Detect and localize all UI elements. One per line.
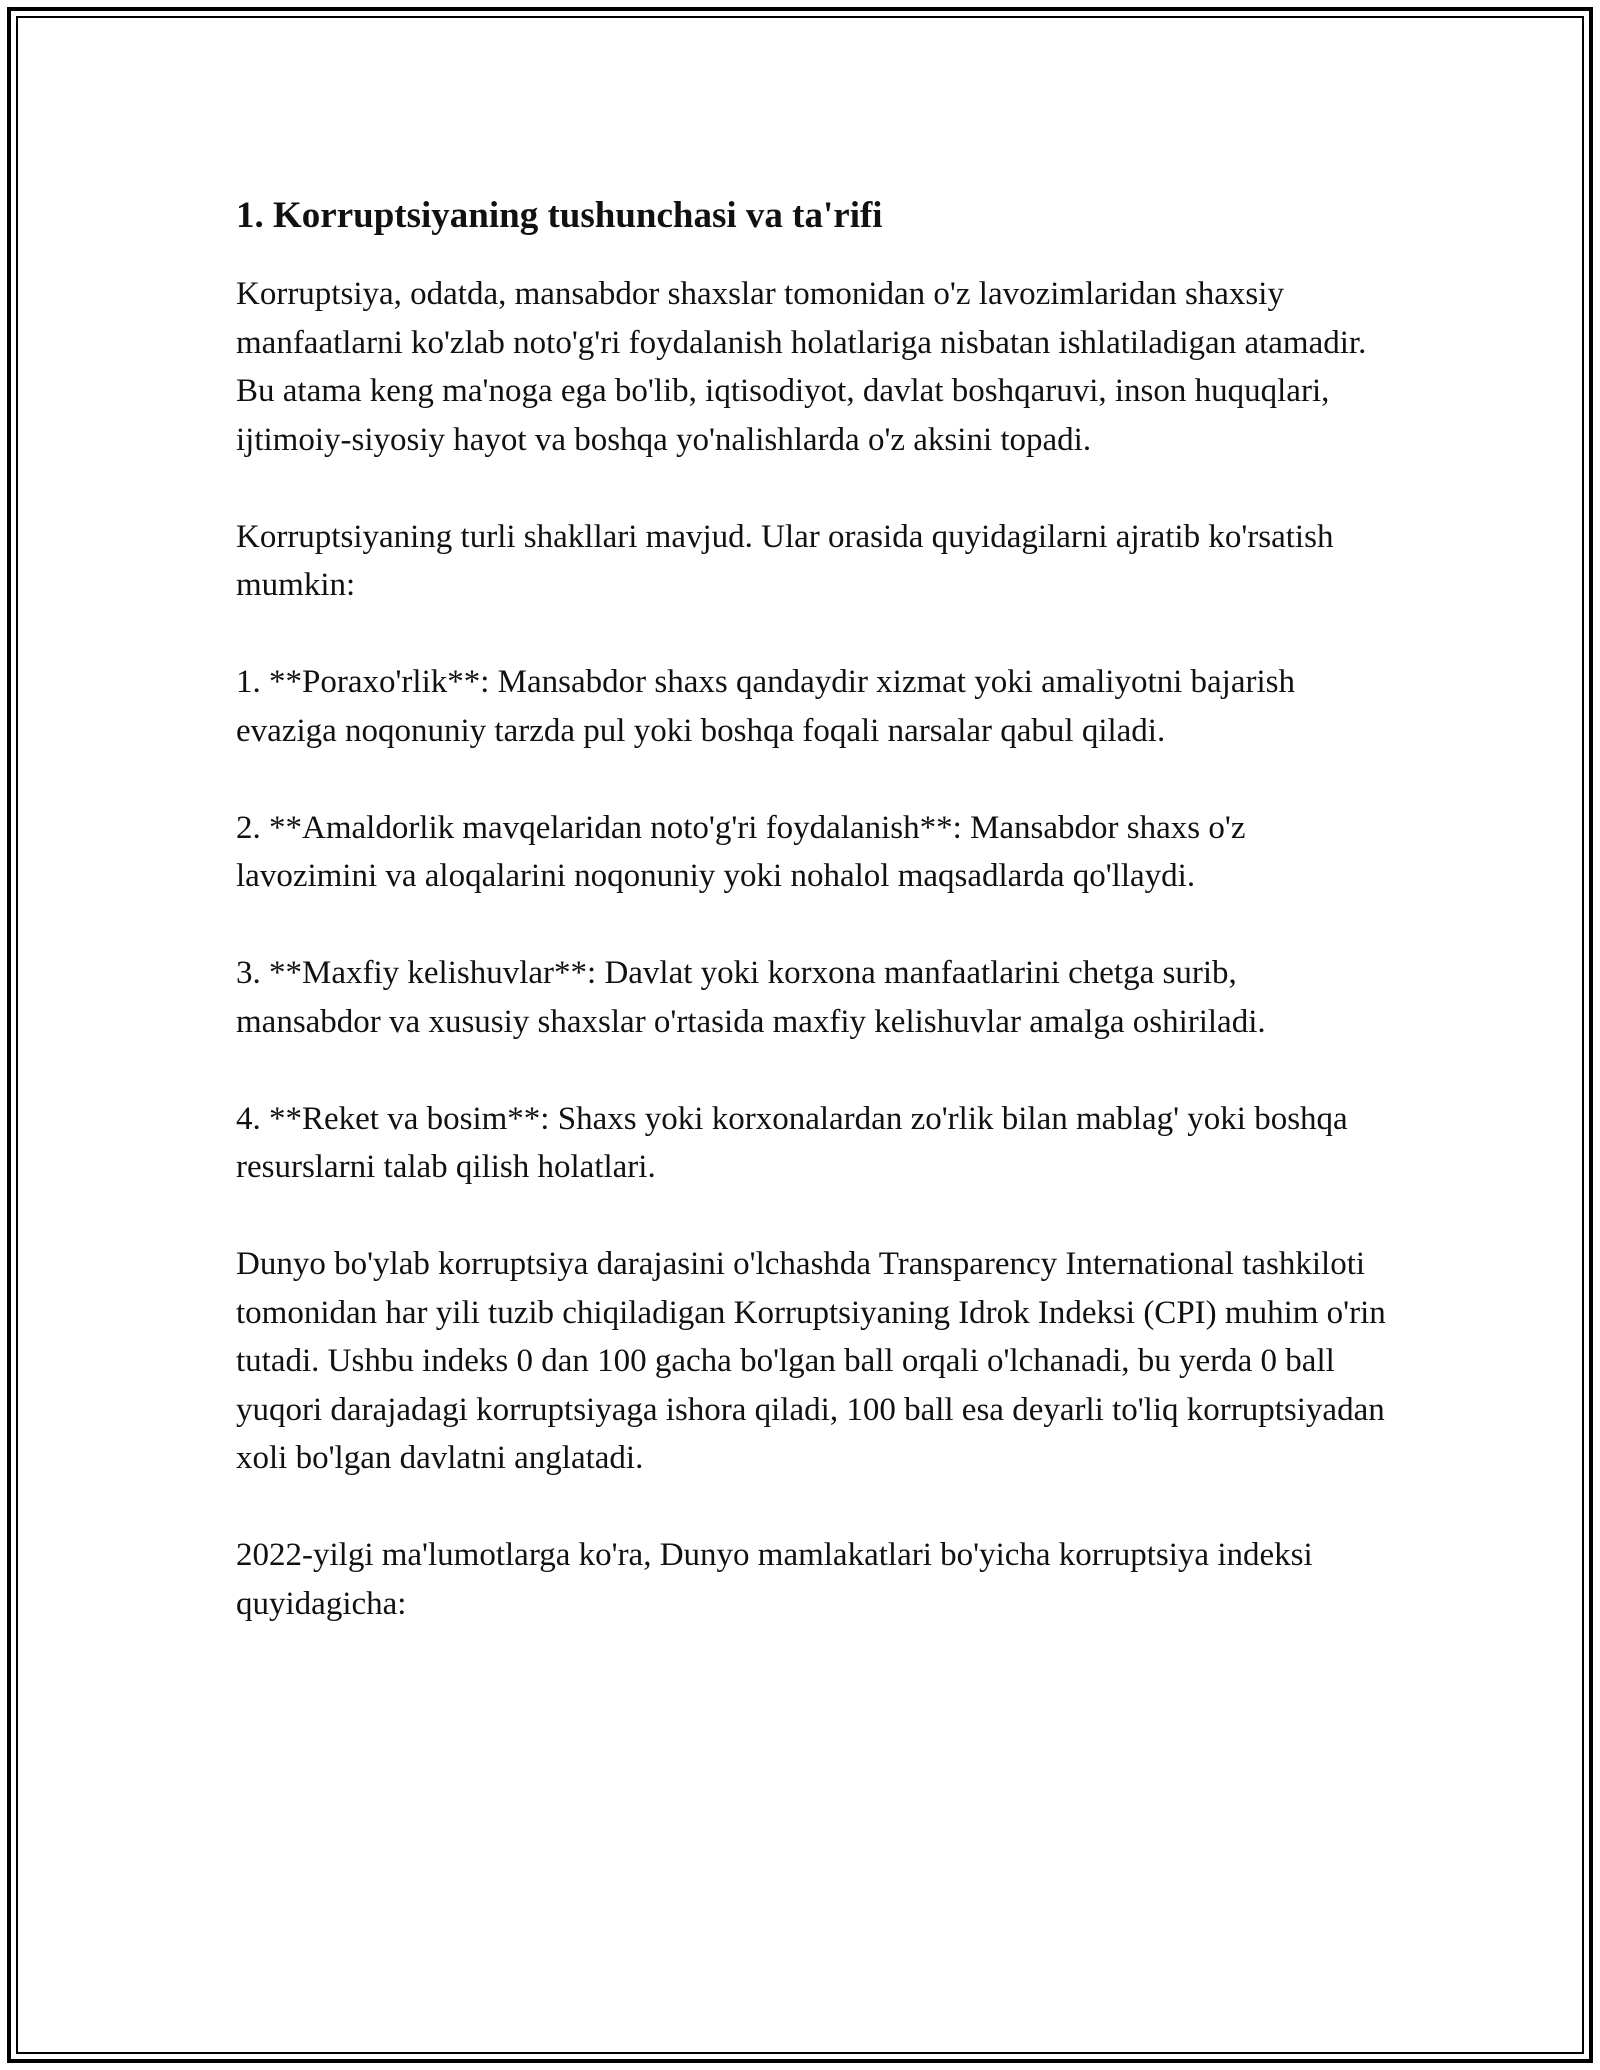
paragraph-forms-intro: Korruptsiyaning turli shakllari mavjud. Ular orasida quyidagilarni ajratib ko'rsatish mumkin: [236, 518, 1334, 603]
list-item-abuse-of-office: 2. **Amaldorlik mavqelaridan noto'g'ri foydalanish**: Mansabdor shaxs o'z lavozimini va aloqalarini noqonuniy yoki nohalol maqsadlarda qo'llaydi. [236, 809, 1246, 894]
section-heading: 1. Korruptsiyaning tushunchasi va ta'rifi [236, 195, 883, 236]
document-body [236, 188, 1386, 1677]
list-item-bribery: 1. **Poraxo'rlik**: Mansabdor shaxs qandaydir xizmat yoki amaliyotni bajarish evaziga noqonuniy tarzda pul yoki boshqa foqali narsalar qabul qiladi. [236, 664, 1295, 749]
paragraph-cpi: Dunyo bo'ylab korruptsiya darajasini o'lchashda Transparency International tashkiloti tomonidan har yili tuzib chiqiladigan Korruptsiyaning Idrok Indeksi (CPI) muhim o'rin tutadi. Ushbu indeks 0 dan 100 gacha bo'lgan ball orqali o'lchanadi, bu yerda 0 ball yuqori darajadagi korruptsiyaga ishora qiladi, 100 ball esa deyarli to'liq korruptsiyadan xoli bo'lgan davlatni anglatadi. [236, 1246, 1386, 1476]
paragraph-definition: Korruptsiya, odatda, mansabdor shaxslar tomonidan o'z lavozimlaridan shaxsiy manfaatlarni ko'zlab noto'g'ri foydalanish holatlariga nisbatan ishlatiladigan atamadir. Bu atama keng ma'noga ega bo'lib, iqtisodiyot, davlat boshqaruvi, inson huquqlari, ijtimoiy-siyosiy hayot va boshqa yo'nalishlarda o'z aksini topadi. [236, 276, 1367, 458]
list-item-secret-agreements: 3. **Maxfiy kelishuvlar**: Davlat yoki korxona manfaatlarini chetga surib, mansabdor va xususiy shaxslar o'rtasida maxfiy kelishuvlar amalga oshiriladi. [236, 955, 1266, 1040]
paragraph-2022-data: 2022-yilgi ma'lumotlarga ko'ra, Dunyo mamlakatlari bo'yicha korruptsiya indeksi quyidagicha: [236, 1537, 1313, 1622]
list-item-racketeering: 4. **Reket va bosim**: Shaxs yoki korxonalardan zo'rlik bilan mablag' yoki boshqa resurslarni talab qilish holatlari. [236, 1100, 1348, 1185]
